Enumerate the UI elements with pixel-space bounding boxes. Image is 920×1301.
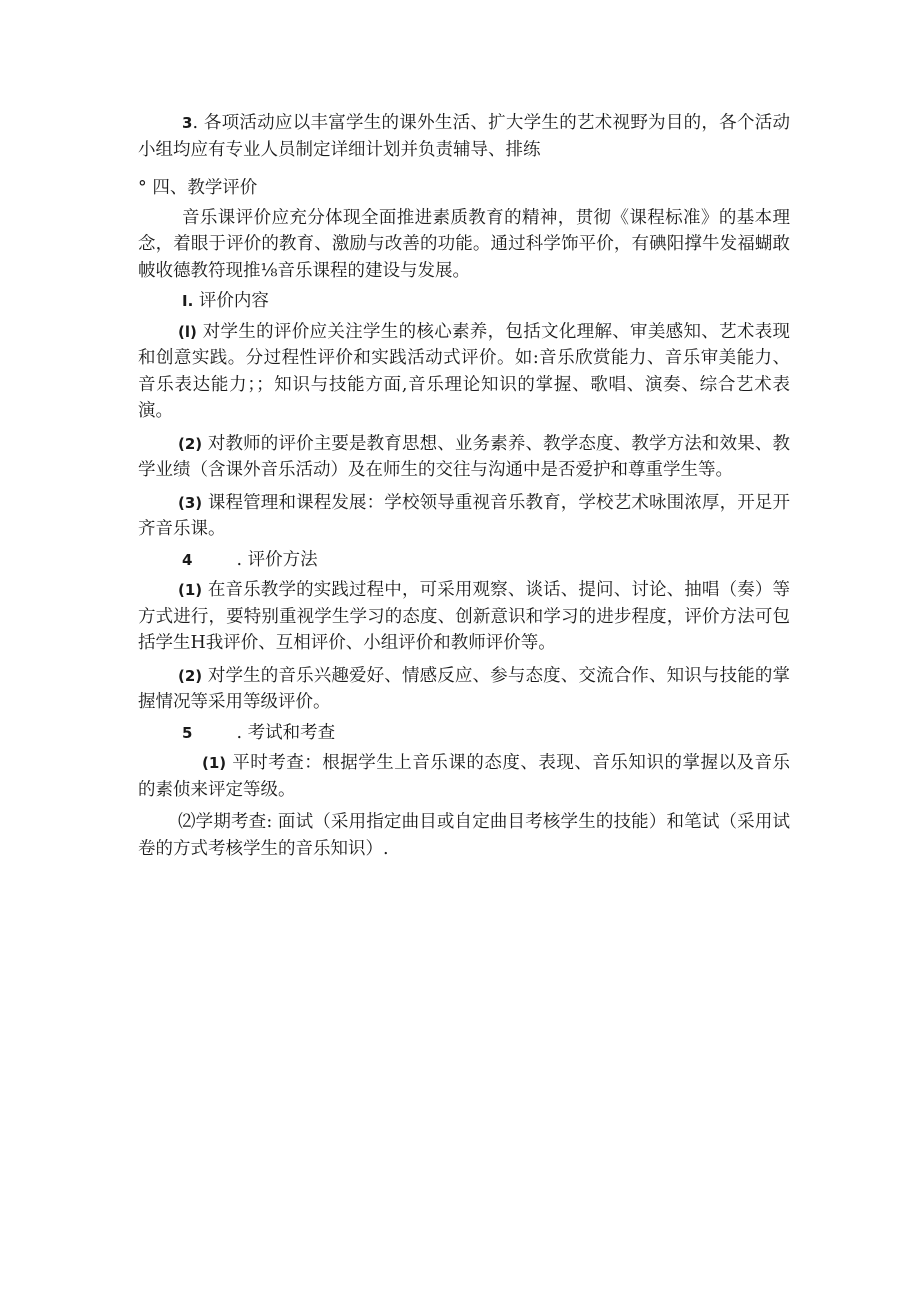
paragraph-text: 音乐课评价应充分体现全面推进素质教育的精神，贯彻《课程标准》的基本理念，着眼于评价的教育、激励与改善的功能。通过科学饰平价，有碘阳撑牛发福蝴敢帔收德教符现推⅛音乐课程的建设与发展。 — [138, 207, 790, 281]
heading-text: . 评价方法 — [236, 549, 318, 570]
paragraph-text: 对学生的评价应关注学生的核心素养，包括文化理解、审美感知、艺术表现和创意实践。分过程性评价和实践活动式评价。如:音乐欣赏能力、音乐审美能力、音乐表达能力；；知识与技能方面,音乐理论知识的掌握、歌唱、演奏、综合艺术表演。 — [138, 321, 790, 421]
document-body — [138, 110, 790, 865]
paragraph-regular-assessment — [138, 750, 790, 803]
list-number: (1) — [202, 754, 227, 772]
paragraph-teaching-practice — [138, 577, 790, 657]
paragraph-student-evaluation — [138, 319, 790, 425]
subheading-evaluation-content — [138, 288, 790, 315]
paragraph-evaluation-intro — [138, 205, 790, 285]
list-number: 4 — [182, 550, 193, 569]
paragraph-teacher-evaluation — [138, 431, 790, 484]
list-number: 3 — [182, 114, 193, 132]
paragraph-text: 课程管理和课程发展：学校领导重视音乐教育，学校艺术咏围浓厚，开足开齐音乐课。 — [138, 492, 790, 539]
heading-text: 四、教学评价 — [146, 178, 258, 198]
list-number: (1) — [178, 581, 203, 599]
bullet-mark: ° — [138, 178, 147, 198]
list-number: (2) — [178, 666, 203, 685]
paragraph-text: 对教师的评价主要是教育思想、业务素养、教学态度、教学方法和效果、教学业绩（含课外音乐活动）及在师生的交往与沟通中是否爱护和尊重学生等。 — [138, 433, 790, 480]
paragraph-grade-evaluation — [138, 663, 790, 716]
paragraph-text: ⑵学期考查: 面试（采用指定曲目或自定曲目考核学生的技能）和笔试（采用试卷的方式考核学生的音乐知识）. — [138, 812, 790, 859]
heading-text: . 考试和考查 — [236, 722, 336, 743]
paragraph-course-management — [138, 490, 790, 543]
list-number: I. — [182, 292, 194, 310]
list-number: (3) — [178, 493, 203, 512]
subheading-evaluation-method — [138, 547, 790, 574]
paragraph-text: 在音乐教学的实践过程中，可采用观察、谈话、提问、讨论、抽唱（奏）等方式进行，要特别重视学生学习的态度、创新意识和学习的进步程度，评价方法可包括学生H我评价、互相评价、小组评价和教师评价等。 — [138, 580, 790, 653]
paragraph-text: 对学生的音乐兴趣爱好、情感反应、参与态度、交流合作、知识与技能的掌握情况等采用等级评价。 — [138, 665, 790, 712]
list-number: 5 — [182, 723, 193, 742]
paragraph-term-assessment — [138, 809, 790, 862]
subheading-exams — [138, 720, 790, 747]
list-number: (l) — [178, 322, 197, 341]
heading-text: 评价内容 — [193, 291, 269, 311]
section-heading-teaching-evaluation — [138, 175, 790, 202]
list-number: (2) — [178, 434, 203, 453]
paragraph-activities — [138, 110, 790, 163]
paragraph-text: . 各项活动应以丰富学生的课外生活、扩大学生的艺术视野为目的，各个活动小组均应有专业人员制定详细计划并负责辅导、排练 — [138, 113, 790, 160]
paragraph-text: 平时考查：根据学生上音乐课的态度、表现、音乐知识的掌握以及音乐的素侦来评定等级。 — [138, 753, 790, 800]
